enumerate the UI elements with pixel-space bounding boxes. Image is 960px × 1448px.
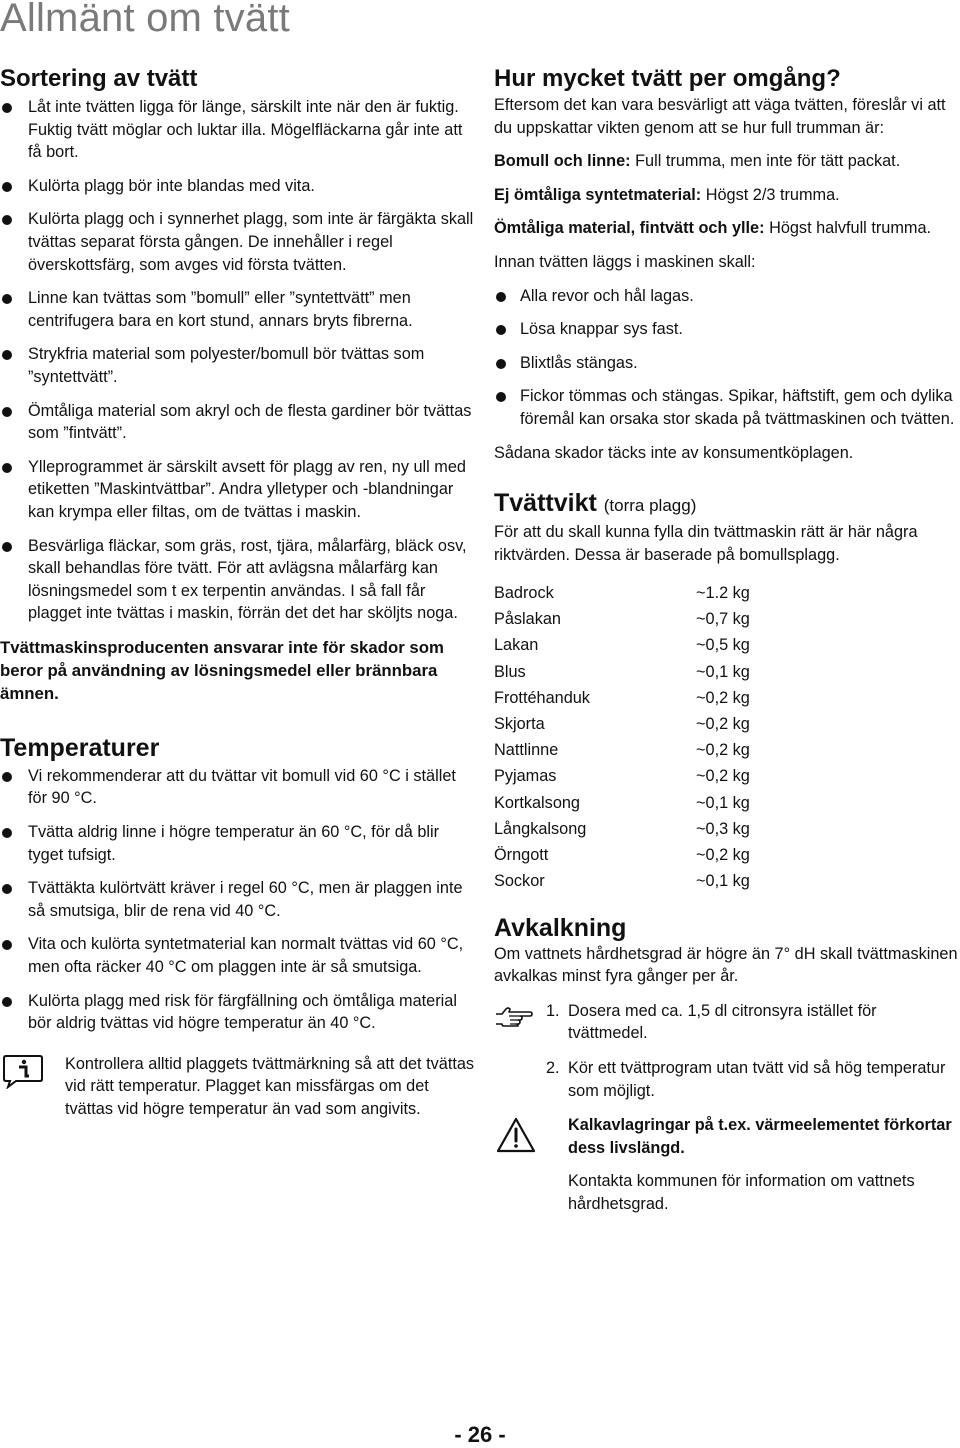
weights-intro: För att du skall kunna fylla din tvättmaskin rätt är här några riktvärden. Dessa är baserade på bomullsplagg. — [494, 523, 918, 564]
table-cell-item: Örngott — [494, 845, 549, 864]
info-note-text: Kontrollera alltid plaggets tvättmärkning så att det tvättas vid rätt temperatur. Plagget kan missfärgas om det tvättas vid högre temperatur än vad som angivits. — [65, 1054, 475, 1118]
list-item-text: Ömtåliga material som akryl och de flesta gardiner bör tvättas som ”fintvätt”. — [28, 401, 472, 443]
table-cell-weight: ~1.2 kg — [696, 584, 750, 603]
load-item-label: Ömtåliga material, fintvätt och ylle: — [494, 219, 765, 238]
table-row — [494, 842, 750, 868]
bullet-icon — [2, 407, 12, 417]
bullet-icon — [496, 325, 506, 335]
list-item-text: Tvätta aldrig linne i högre temperatur än 60 °C, för då blir tyget tufsigt. — [28, 823, 440, 864]
info-note — [0, 1053, 475, 1121]
weights-heading-sub: (torra plagg) — [603, 496, 697, 516]
list-item — [0, 287, 478, 332]
table-cell-item: Nattlinne — [494, 741, 559, 760]
step-text: Kör ett tvättprogram utan tvätt vid så hög temperatur som möjligt. — [568, 1058, 946, 1100]
bullet-icon — [2, 294, 12, 304]
load-item-label: Ej ömtåliga syntetmaterial: — [494, 185, 702, 204]
table-cell-item: Blus — [494, 662, 526, 681]
bullet-icon — [2, 463, 12, 473]
list-item-text: Låt inte tvätten ligga för länge, särskilt inte när den är fuktig. Fuktig tvätt möglar och luktar illa. Mögelfläckarna går inte att få bort. — [28, 98, 463, 162]
descaling-steps — [494, 1000, 960, 1102]
before-text: Innan tvätten läggs i maskinen skall: — [494, 252, 756, 271]
table-cell-weight: ~0,1 kg — [696, 872, 750, 891]
sorting-list — [0, 96, 478, 625]
list-item-text: Vi rekommenderar att du tvättar vit bomull vid 60 °C i stället för 90 °C. — [28, 766, 456, 808]
table-cell-item: Långkalsong — [494, 819, 587, 838]
list-item — [0, 343, 478, 388]
list-item-text: Kulörta plagg bör inte blandas med vita. — [28, 176, 315, 195]
weights-heading — [494, 488, 960, 521]
info-icon — [2, 1053, 44, 1096]
list-item-text: Strykfria material som polyester/bomull bör tvättas som ”syntettvätt”. — [28, 345, 425, 386]
list-item-text: Kulörta plagg med risk för färgfällning och ömtåliga material bör aldrig tvättas vid högre temperatur än 40 °C. — [28, 991, 457, 1033]
step-number: 1. — [546, 1001, 560, 1020]
step-text: Dosera med ca. 1,5 dl citronsyra istället för tvättmedel. — [568, 1001, 877, 1043]
load-item-text: Högst halvfull trumma. — [769, 219, 932, 238]
table-cell-item: Lakan — [494, 636, 539, 655]
list-item — [0, 821, 478, 866]
table-row — [494, 580, 750, 606]
list-item-text: Fickor tömmas och stängas. Spikar, häftstift, gem och dylika föremål kan orsaka stor skada på tvättmaskinen och tvätten. — [520, 387, 955, 428]
table-row — [494, 711, 750, 737]
step-item — [494, 1000, 960, 1045]
bullet-icon — [2, 772, 12, 782]
table-row — [494, 685, 750, 711]
solvent-warning: Tvättmaskinsproducenten ansvarar inte för skador som beror på användning av lösningsmedel eller brännbara ämnen. — [0, 637, 444, 703]
load-item-text: Högst 2/3 trumma. — [705, 185, 840, 204]
table-cell-weight: ~0,7 kg — [696, 610, 750, 629]
list-item — [0, 175, 478, 198]
descaling-warning: Kalkavlagringar på t.ex. värmeelementet förkortar dess livslängd. — [568, 1116, 952, 1157]
table-row — [494, 816, 750, 842]
list-item — [494, 352, 960, 375]
list-item — [0, 933, 478, 978]
table-row — [494, 659, 750, 685]
bullet-icon — [2, 182, 12, 192]
list-item — [0, 400, 478, 445]
bullet-icon — [2, 828, 12, 838]
bullet-icon — [496, 359, 506, 369]
list-item-text: Tvättäkta kulörtvätt kräver i regel 60 °C, men är plaggen inte så smutsiga, blir de rena vid 40 °C. — [28, 879, 463, 920]
table-cell-item: Sockor — [494, 872, 545, 891]
table-cell-weight: ~0,2 kg — [696, 741, 750, 760]
steps-list — [494, 1000, 960, 1102]
table-cell-weight: ~0,2 kg — [696, 688, 750, 707]
bullet-icon — [2, 997, 12, 1007]
sorting-heading: Sortering av tvätt — [0, 65, 198, 92]
list-item — [0, 208, 478, 276]
table-row — [494, 633, 750, 659]
table-cell-item: Påslakan — [494, 610, 561, 629]
list-item-text: Lösa knappar sys fast. — [520, 320, 683, 339]
list-item — [0, 877, 478, 922]
weight-table — [494, 580, 750, 894]
list-item — [0, 456, 478, 524]
table-cell-item: Kortkalsong — [494, 793, 580, 812]
right-column — [494, 64, 960, 1216]
page-number: - 26 - — [454, 1422, 506, 1447]
bullet-icon — [2, 350, 12, 360]
load-item — [494, 217, 960, 240]
step-number: 2. — [546, 1058, 560, 1077]
preparation-list — [494, 285, 960, 431]
bullet-icon — [2, 884, 12, 894]
descaling-warning-block — [494, 1114, 960, 1215]
list-item-text: Kulörta plagg och i synnerhet plagg, som inte är färgäkta skall tvättas separat första gången. De innehåller i regel överskottsfärg, som avges vid första tvätten. — [28, 210, 474, 274]
table-cell-item: Pyjamas — [494, 767, 557, 786]
list-item — [494, 385, 960, 430]
list-item-text: Ylleprogrammet är särskilt avsett för plagg av ren, ny ull med etiketten ”Maskintvättbar”. Andra ylletyper och -blandningar kan krympa eller filtas, om de tvättas i maskin. — [28, 457, 466, 521]
temperatures-heading: Temperaturer — [0, 733, 160, 762]
load-item-text: Full trumma, men inte för tätt packat. — [635, 152, 901, 171]
table-cell-weight: ~0,2 kg — [696, 845, 750, 864]
table-row — [494, 607, 750, 633]
table-row — [494, 868, 750, 894]
list-item — [494, 318, 960, 341]
table-cell-item: Skjorta — [494, 715, 545, 734]
table-cell-weight: ~0,3 kg — [696, 819, 750, 838]
list-item-text: Blixtlås stängas. — [520, 353, 638, 372]
list-item — [494, 285, 960, 308]
load-intro: Eftersom det kan vara besvärligt att väga tvätten, föreslår vi att du uppskattar vikten genom att se hur full trumman är: — [494, 96, 946, 137]
table-cell-weight: ~0,5 kg — [696, 636, 750, 655]
weights-heading-text: Tvättvikt — [494, 489, 597, 518]
table-cell-weight: ~0,1 kg — [696, 662, 750, 681]
bullet-icon — [496, 292, 506, 302]
list-item — [0, 535, 478, 625]
table-cell-item: Badrock — [494, 584, 554, 603]
list-item — [0, 96, 478, 164]
list-item — [0, 765, 478, 810]
list-item-text: Besvärliga fläckar, som gräs, rost, tjära, målarfärg, bläck osv, skall behandlas före tvätt. För att avlägsna målarfärg kan lösningsmedel som t ex terpentin användas. I så fall får plagget inte tvättas i maskin, förrän det det har sköljts noga. — [28, 536, 467, 623]
warning-icon — [496, 1116, 536, 1161]
descaling-intro: Om vattnets hårdhetsgrad är högre än 7° dH skall tvättmaskinen avkalkas minst fyra gånger per år. — [494, 944, 958, 986]
left-column — [0, 64, 478, 1121]
table-row — [494, 737, 750, 763]
table-cell-weight: ~0,2 kg — [696, 767, 750, 786]
bullet-icon — [2, 940, 12, 950]
load-item — [494, 184, 960, 207]
bullet-icon — [2, 542, 12, 552]
descaling-contact: Kontakta kommunen för information om vattnets hårdhetsgrad. — [568, 1172, 915, 1213]
descaling-heading: Avkalkning — [494, 913, 627, 942]
table-row — [494, 790, 750, 816]
bullet-icon — [2, 103, 12, 113]
bullet-icon — [2, 215, 12, 225]
list-item — [0, 990, 478, 1035]
list-item-text: Linne kan tvättas som ”bomull” eller ”syntettvätt” men centrifugera bara en kort stund, annars bryts fibrerna. — [28, 289, 413, 330]
load-item-label: Bomull och linne: — [494, 152, 631, 171]
insurance-note: Sådana skador täcks inte av konsumentköplagen. — [494, 443, 854, 462]
table-cell-item: Frottéhanduk — [494, 688, 590, 707]
load-item — [494, 150, 960, 173]
load-heading: Hur mycket tvätt per omgång? — [494, 65, 841, 92]
list-item-text: Alla revor och hål lagas. — [520, 286, 694, 305]
temperatures-list — [0, 765, 478, 1035]
step-item — [494, 1057, 960, 1102]
page-title: Allmänt om tvätt — [0, 0, 290, 40]
bullet-icon — [496, 392, 506, 402]
table-cell-weight: ~0,2 kg — [696, 715, 750, 734]
table-row — [494, 764, 750, 790]
list-item-text: Vita och kulörta syntetmaterial kan normalt tvättas vid 60 °C, men ofta räcker 40 °C om plaggen inte är så smutsiga. — [28, 935, 464, 977]
table-cell-weight: ~0,1 kg — [696, 793, 750, 812]
